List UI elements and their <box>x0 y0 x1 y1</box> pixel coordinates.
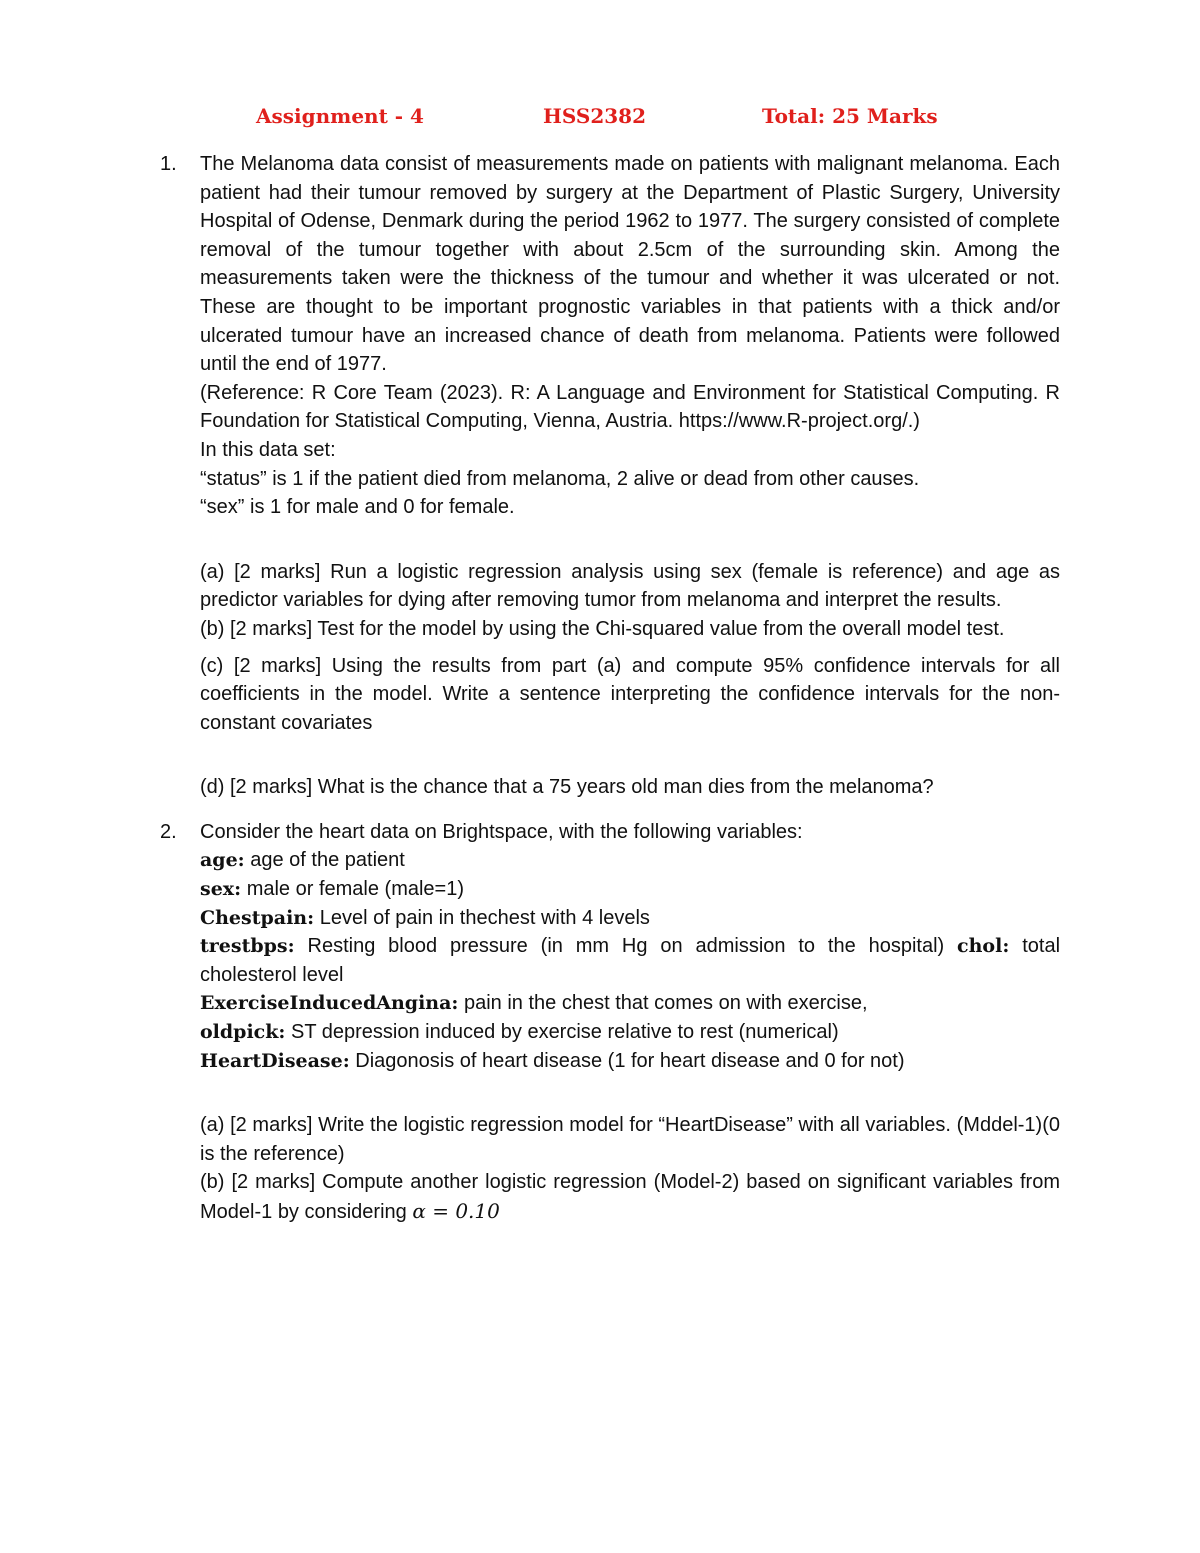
spacer <box>200 1075 1060 1111</box>
var-trestbps-name: trestbps: <box>200 935 295 958</box>
q1-status-definition: “status” is 1 if the patient died from melanoma, 2 alive or dead from other causes. <box>200 467 920 490</box>
question-list <box>160 150 1060 1227</box>
assignment-title: Assignment - 4 <box>256 104 424 128</box>
var-age-name: age: <box>200 849 245 872</box>
var-sex-name: sex: <box>200 878 242 901</box>
question-number: 1. <box>160 153 177 175</box>
var-chestpain-desc: Level of pain in thechest with 4 levels <box>314 906 650 929</box>
question-number: 2. <box>160 820 177 843</box>
q1-dataset-intro: In this data set: <box>200 438 336 461</box>
var-trestbps-desc: Resting blood pressure (in mm Hg on admission to the hospital) <box>294 935 958 958</box>
var-heartdisease-name: HeartDisease: <box>200 1049 350 1072</box>
var-age <box>200 846 1060 875</box>
total-marks: Total: 25 Marks <box>762 104 938 128</box>
var-chestpain-name: Chestpain: <box>200 906 315 929</box>
var-heartdisease-desc: Diagonosis of heart disease (1 for heart disease and 0 for not) <box>349 1049 905 1072</box>
var-trestbps-chol <box>200 932 1060 989</box>
q2-part-b <box>200 1168 1060 1226</box>
course-code: HSS2382 <box>543 104 647 128</box>
var-chestpain <box>200 904 1060 933</box>
q2-part-b-text: (b) [2 marks] Compute another logistic regression (Model-2) based on significant variables from Model-1 by considering <box>200 1171 1060 1223</box>
var-exercise-name: ExerciseInducedAngina: <box>200 992 459 1015</box>
q2-part-a: (a) [2 marks] Write the logistic regression model for “HeartDisease” with all variables. (Mddel-1)(0 is the reference) <box>200 1114 1060 1165</box>
assignment-body <box>160 150 1060 1227</box>
q1-part-c: (c) [2 marks] Using the results from part (a) and compute 95% confidence intervals for all coefficients in the model. Write a sentence interpreting the confidence intervals for the non-constant covariates <box>200 654 1060 734</box>
var-oldpick-name: oldpick: <box>200 1021 286 1044</box>
var-chol-name: chol: <box>957 935 1010 958</box>
var-age-desc: age of the patient <box>244 849 405 872</box>
var-exercise-desc: pain in the chest that comes on with exercise, <box>458 992 868 1015</box>
var-exercise <box>200 989 1060 1018</box>
var-oldpick-desc: ST depression induced by exercise relative to rest (numerical) <box>285 1021 839 1044</box>
q1-part-a: (a) [2 marks] Run a logistic regression analysis using sex (female is reference) and age as predictor variables for dying after removing tumor from melanoma and interpret the results. <box>200 560 1060 612</box>
q1-part-d: (d) [2 marks] What is the chance that a 75 years old man dies from the melanoma? <box>200 776 934 799</box>
spacer <box>200 522 1060 558</box>
var-heartdisease <box>200 1047 1060 1076</box>
q1-reference: (Reference: R Core Team (2023). R: A Language and Environment for Statistical Computing. R Foundation for Statistical Computing, Vienna, Austria. https://www.R-project.org/.) <box>200 381 1060 433</box>
q1-sex-definition: “sex” is 1 for male and 0 for female. <box>200 496 515 519</box>
q1-intro: The Melanoma data consist of measurements made on patients with malignant melanoma. Each patient had their tumour removed by surgery at the Department of Plastic Surgery, University Hospital of Odense, Denmark during the period 1962 to 1977. The surgery consisted of complete removal of the tumour together with about 2.5cm of the surrounding skin. Among the measurements taken were the thickness of the tumour and whether it was ulcerated or not. These are thought to be important prognostic variables in that patients with a thick and/or ulcerated tumour have an increased chance of death from melanoma. Patients were followed until the end of 1977. <box>200 153 1060 376</box>
alpha-expression: α = 0.10 <box>412 1199 500 1223</box>
q2-intro: Consider the heart data on Brightspace, with the following variables: <box>200 820 803 843</box>
spacer <box>200 644 1060 652</box>
var-sex-desc: male or female (male=1) <box>241 878 465 901</box>
question-2 <box>160 818 1060 1227</box>
var-oldpick <box>200 1018 1060 1047</box>
var-sex <box>200 875 1060 904</box>
var-chol-desc: total cholesterol level <box>200 935 1061 986</box>
spacer <box>200 737 1060 773</box>
question-1 <box>160 150 1060 802</box>
q1-part-b: (b) [2 marks] Test for the model by using the Chi-squared value from the overall model test. <box>200 617 1005 640</box>
assignment-header <box>0 104 1200 134</box>
